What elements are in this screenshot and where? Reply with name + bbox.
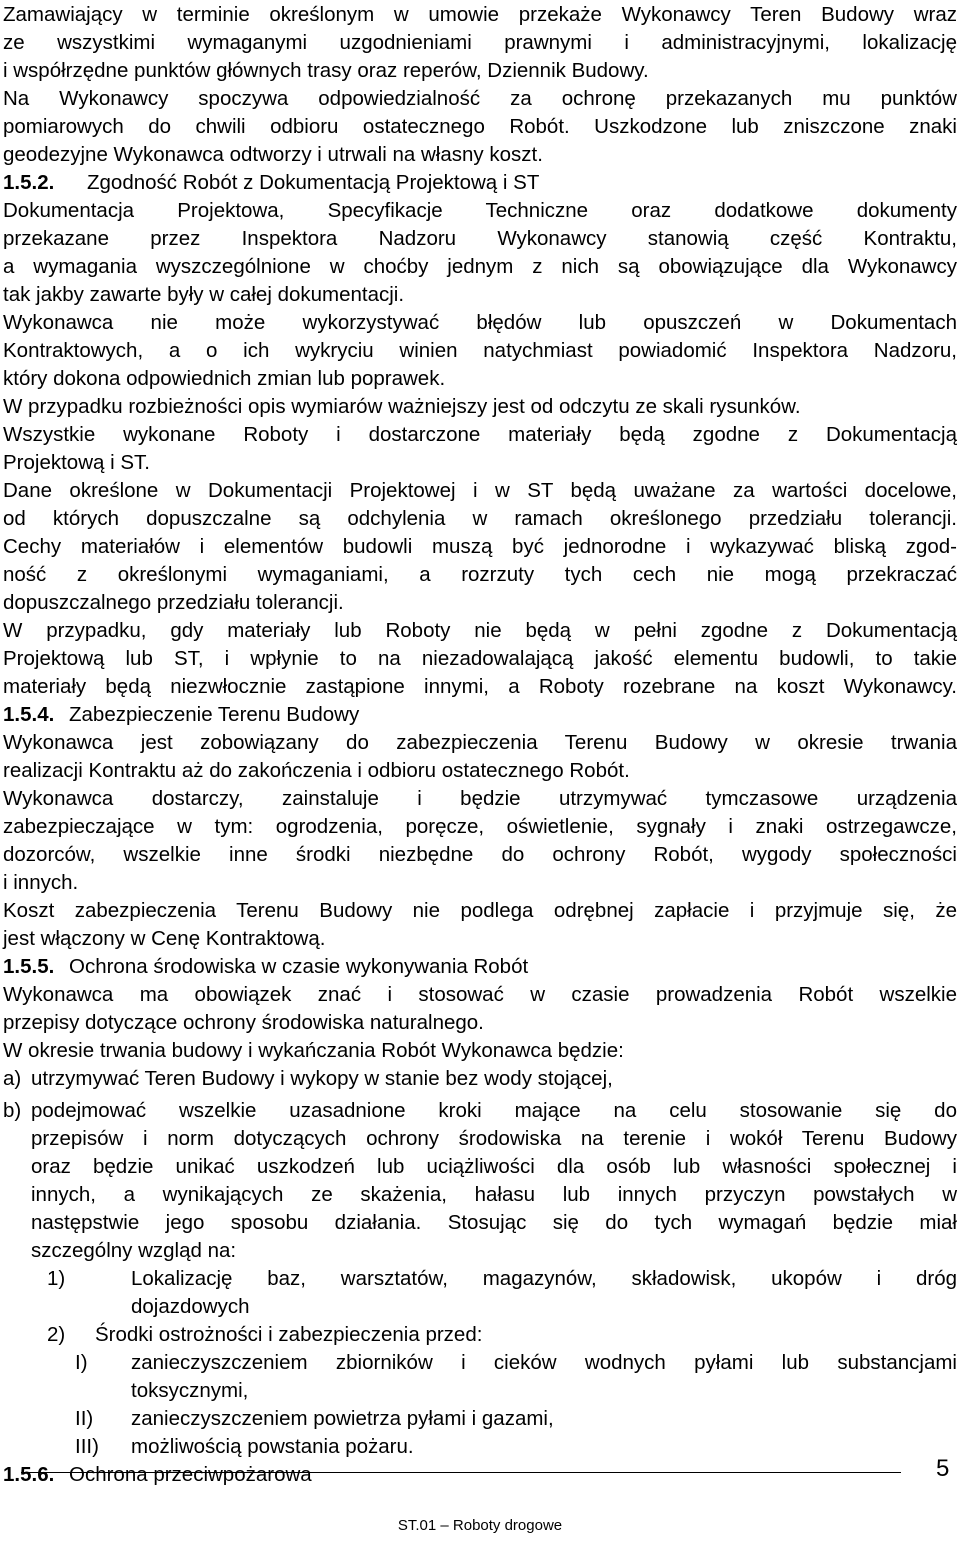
page-number: 5 bbox=[936, 1455, 950, 1482]
paragraph-line: Zamawiający w terminie określonym w umowie przekaże Wykonawcy Teren Budowy wraz bbox=[3, 3, 957, 26]
list-marker: III) bbox=[75, 1435, 99, 1458]
paragraph-line: materiały będą niezwłocznie zastąpione innymi, a Roboty rozebrane na koszt Wykonawcy. bbox=[3, 675, 957, 698]
paragraph-line: który dokona odpowiednich zmian lub poprawek. bbox=[3, 367, 446, 390]
paragraph-line: Projektową i ST. bbox=[3, 451, 150, 474]
list-item: Lokalizację baz, warsztatów, magazynów, składowisk, ukopów i dróg bbox=[131, 1267, 957, 1290]
paragraph-line: pomiarowych do chwili odbioru ostatecznego Robót. Uszkodzone lub zniszczone znaki bbox=[3, 115, 957, 138]
paragraph-line: Wykonawca nie może wykorzystywać błędów lub opuszczeń w Dokumentach bbox=[3, 311, 957, 334]
list-item: dojazdowych bbox=[131, 1295, 250, 1318]
list-marker: 2) bbox=[47, 1323, 66, 1346]
paragraph-line: Wykonawca jest zobowiązany do zabezpieczenia Terenu Budowy w okresie trwania bbox=[3, 731, 957, 754]
section-heading: Ochrona środowiska w czasie wykonywania Robót bbox=[69, 955, 529, 978]
list-marker: I) bbox=[75, 1351, 88, 1374]
list-item: podejmować wszelkie uzasadnione kroki mające na celu stosowanie się do bbox=[31, 1099, 957, 1122]
paragraph-line: jest włączony w Cenę Kontraktową. bbox=[3, 927, 326, 950]
footer-rule bbox=[21, 1472, 901, 1473]
paragraph-line: od których dopuszczalne są odchylenia w ramach określonego przedziału tolerancji. bbox=[3, 507, 957, 530]
section-number: 1.5.2. bbox=[3, 171, 55, 194]
list-marker: II) bbox=[75, 1407, 94, 1430]
paragraph-line: Kontraktowych, a o ich wykryciu winien natychmiast powiadomić Inspektora Nadzoru, bbox=[3, 339, 957, 362]
paragraph-line: tak jakby zawarte były w całej dokumentacji. bbox=[3, 283, 405, 306]
section-heading: Zgodność Robót z Dokumentacją Projektową i ST bbox=[87, 171, 540, 194]
paragraph-line: ność z określonymi wymaganiami, a rozrzuty tych cech nie mogą przekraczać bbox=[3, 563, 957, 586]
list-item: zanieczyszczeniem powietrza pyłami i gazami, bbox=[131, 1407, 554, 1430]
paragraph-line: ze wszystkimi wymaganymi uzgodnieniami prawnymi i administracyjnymi, lokalizację bbox=[3, 31, 957, 54]
paragraph-line: Wykonawca ma obowiązek znać i stosować w czasie prowadzenia Robót wszelkie bbox=[3, 983, 957, 1006]
list-item: zanieczyszczeniem zbiorników i cieków wodnych pyłami lub substancjami bbox=[131, 1351, 957, 1374]
paragraph-line: Wszystkie wykonane Roboty i dostarczone materiały będą zgodne z Dokumentacją bbox=[3, 423, 957, 446]
section-heading: Zabezpieczenie Terenu Budowy bbox=[69, 703, 360, 726]
paragraph-line: Koszt zabezpieczenia Terenu Budowy nie podlega odrębnej zapłacie i przyjmuje się, że bbox=[3, 899, 957, 922]
paragraph-line: Projektową lub ST, i wpłynie to na niezadowalającą jakość elementu budowli, to takie bbox=[3, 647, 957, 670]
paragraph-line: przekazane przez Inspektora Nadzoru Wykonawcy stanowią część Kontraktu, bbox=[3, 227, 957, 250]
section-heading: Ochrona przeciwpożarowa bbox=[69, 1463, 312, 1486]
list-item: innych, a wynikających ze skażenia, hałasu lub innych przyczyn powstałych w bbox=[31, 1183, 957, 1206]
paragraph-line: W okresie trwania budowy i wykańczania Robót Wykonawca będzie: bbox=[3, 1039, 624, 1062]
paragraph-line: W przypadku, gdy materiały lub Roboty nie będą w pełni zgodne z Dokumentacją bbox=[3, 619, 957, 642]
list-item: toksycznymi, bbox=[131, 1379, 249, 1402]
list-item: oraz będzie unikać uszkodzeń lub uciążliwości dla osób lub własności społecznej i bbox=[31, 1155, 957, 1178]
list-marker: b) bbox=[3, 1099, 22, 1122]
list-item: Środki ostrożności i zabezpieczenia przed: bbox=[95, 1323, 483, 1346]
section-number: 1.5.4. bbox=[3, 703, 55, 726]
list-marker: 1) bbox=[47, 1267, 66, 1290]
footer-title: ST.01 – Roboty drogowe bbox=[397, 1517, 563, 1534]
list-marker: a) bbox=[3, 1067, 22, 1090]
paragraph-line: realizacji Kontraktu aż do zakończenia i odbioru ostatecznego Robót. bbox=[3, 759, 630, 782]
paragraph-line: Na Wykonawcy spoczywa odpowiedzialność za ochronę przekazanych mu punktów bbox=[3, 87, 957, 110]
section-number: 1.5.5. bbox=[3, 955, 55, 978]
paragraph-line: dozorców, wszelkie inne środki niezbędne do ochrony Robót, wygody społeczności bbox=[3, 843, 957, 866]
paragraph-line: W przypadku rozbieżności opis wymiarów ważniejszy jest od odczytu ze skali rysunków. bbox=[3, 395, 801, 418]
paragraph-line: i innych. bbox=[3, 871, 79, 894]
section-number: 1.5.6. bbox=[3, 1463, 55, 1486]
paragraph-line: Cechy materiałów i elementów budowli muszą być jednorodne i wykazywać bliską zgod- bbox=[3, 535, 957, 558]
paragraph-line: zabezpieczające w tym: ogrodzenia, poręcze, oświetlenie, sygnały i znaki ostrzegawcze, bbox=[3, 815, 957, 838]
paragraph-line: dopuszczalnego przedziału tolerancji. bbox=[3, 591, 344, 614]
paragraph-line: Dane określone w Dokumentacji Projektowej i w ST będą uważane za wartości docelowe, bbox=[3, 479, 957, 502]
paragraph-line: Dokumentacja Projektowa, Specyfikacje Techniczne oraz dodatkowe dokumenty bbox=[3, 199, 957, 222]
paragraph-line: geodezyjne Wykonawca odtworzy i utrwali na własny koszt. bbox=[3, 143, 543, 166]
paragraph-line: przepisy dotyczące ochrony środowiska naturalnego. bbox=[3, 1011, 484, 1034]
list-item: utrzymywać Teren Budowy i wykopy w stanie bez wody stojącej, bbox=[31, 1067, 613, 1090]
list-item: szczególny wzgląd na: bbox=[31, 1239, 237, 1262]
paragraph-line: i współrzędne punktów głównych trasy oraz reperów, Dziennik Budowy. bbox=[3, 59, 649, 82]
list-item: następstwie jego sposobu działania. Stosując się do tych wymagań będzie miał bbox=[31, 1211, 957, 1234]
list-item: przepisów i norm dotyczących ochrony środowiska na terenie i wokół Terenu Budowy bbox=[31, 1127, 957, 1150]
paragraph-line: Wykonawca dostarczy, zainstaluje i będzie utrzymywać tymczasowe urządzenia bbox=[3, 787, 957, 810]
paragraph-line: a wymagania wyszczególnione w choćby jednym z nich są obowiązujące dla Wykonawcy bbox=[3, 255, 957, 278]
list-item: możliwością powstania pożaru. bbox=[131, 1435, 414, 1458]
